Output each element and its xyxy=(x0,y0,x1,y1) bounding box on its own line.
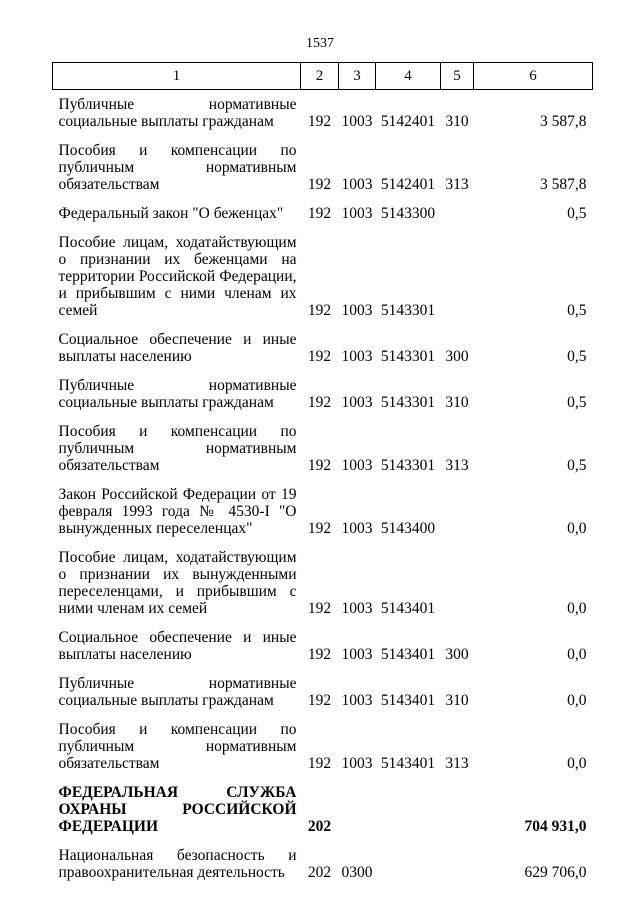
row-code-col4: 5143400 xyxy=(380,520,436,537)
row-code-col4: 5142401 xyxy=(380,176,436,193)
page-number: 1537 xyxy=(306,36,334,51)
row-code-col5: 310 xyxy=(445,692,469,709)
table-row xyxy=(53,417,593,480)
row-code-col2: 192 xyxy=(307,205,332,222)
row-code-col3: 1003 xyxy=(341,176,373,193)
row-name-cell xyxy=(53,417,301,480)
row-code-col4: 5143301 xyxy=(380,348,436,365)
row-code-col2: 192 xyxy=(307,755,332,772)
row-code-col4: 5143300 xyxy=(380,205,436,222)
row-code-col2: 192 xyxy=(307,113,332,130)
row-name-text: Федеральный закон "О беженцах" xyxy=(58,205,284,222)
row-code-col5 xyxy=(441,199,474,228)
row-code-col4: 5143401 xyxy=(380,755,436,772)
row-code-col5 xyxy=(441,841,474,887)
row-amount-cell: 3 587,8 xyxy=(540,176,587,193)
row-code-col2: 192 xyxy=(307,520,332,537)
row-name-text: Пособие лицам, ходатайствующим о признании их беженцами на территории Российской Федерации, и прибывшим с ними членам их семей xyxy=(58,234,297,319)
row-amount-cell: 0,0 xyxy=(567,755,587,772)
row-code-col3: 1003 xyxy=(341,600,373,617)
row-name-cell xyxy=(53,480,301,543)
row-amount-cell: 0,5 xyxy=(567,394,587,411)
row-code-col5: 300 xyxy=(445,646,469,663)
row-code-col3: 1003 xyxy=(341,646,373,663)
row-code-col3: 1003 xyxy=(341,205,373,222)
row-code-col4 xyxy=(376,841,441,887)
row-name-cell xyxy=(53,623,301,669)
table-row xyxy=(53,778,593,841)
row-name-text: Закон Российской Федерации от 19 февраля 1993 года № 4530-I "О вынужденных переселенцах" xyxy=(58,486,297,537)
table-row xyxy=(53,199,593,228)
row-amount-cell: 3 587,8 xyxy=(540,113,587,130)
row-name-text: Публичные нормативные социальные выплаты гражданам xyxy=(58,377,297,411)
row-code-col2: 202 xyxy=(307,818,332,835)
row-name-text: Социальное обеспечение и иные выплаты населению xyxy=(58,331,297,365)
row-name-text: Пособия и компенсации по публичным нормативным обязательствам xyxy=(58,423,297,474)
row-code-col5: 313 xyxy=(445,176,469,193)
table-row xyxy=(53,371,593,417)
row-code-col3: 1003 xyxy=(341,755,373,772)
row-name-text: Публичные нормативные социальные выплаты гражданам xyxy=(58,96,297,130)
table-row xyxy=(53,715,593,778)
row-code-col5 xyxy=(441,778,474,841)
table-row xyxy=(53,136,593,199)
table-row xyxy=(53,325,593,371)
table-row xyxy=(53,480,593,543)
row-code-col4 xyxy=(376,778,441,841)
row-name-text: ФЕДЕРАЛЬНАЯ СЛУЖБА ОХРАНЫ РОССИЙСКОЙ ФЕДЕРАЦИИ xyxy=(58,784,297,835)
row-name-text: Пособия и компенсации по публичным нормативным обязательствам xyxy=(58,142,297,193)
row-code-col5 xyxy=(441,543,474,623)
row-code-col3: 1003 xyxy=(341,457,373,474)
row-amount-cell: 0,5 xyxy=(567,205,587,222)
row-code-col5: 300 xyxy=(445,348,469,365)
row-code-col5 xyxy=(441,228,474,325)
row-name-cell xyxy=(53,90,301,137)
row-name-cell xyxy=(53,228,301,325)
row-code-col5: 310 xyxy=(445,113,469,130)
row-name-text: Пособия и компенсации по публичным нормативным обязательствам xyxy=(58,721,297,772)
table-row xyxy=(53,90,593,137)
row-name-cell xyxy=(53,371,301,417)
row-name-cell xyxy=(53,841,301,887)
row-code-col2: 192 xyxy=(307,348,332,365)
row-code-col2: 192 xyxy=(307,646,332,663)
row-code-col3: 0300 xyxy=(341,864,373,881)
column-header-5: 5 xyxy=(441,63,474,90)
row-code-col2: 192 xyxy=(307,302,332,319)
row-amount-cell: 0,0 xyxy=(567,520,587,537)
table-row xyxy=(53,543,593,623)
row-amount-cell: 0,5 xyxy=(567,348,587,365)
table-row xyxy=(53,623,593,669)
row-code-col4: 5143401 xyxy=(380,646,436,663)
table-body xyxy=(53,90,593,888)
row-code-col5 xyxy=(441,480,474,543)
column-header-3: 3 xyxy=(339,63,376,90)
row-code-col3: 1003 xyxy=(341,692,373,709)
row-code-col4: 5143301 xyxy=(380,394,436,411)
row-code-col4: 5143401 xyxy=(380,692,436,709)
row-code-col2: 192 xyxy=(307,176,332,193)
column-header-1: 1 xyxy=(53,63,301,90)
row-amount-cell: 0,5 xyxy=(567,457,587,474)
row-name-cell xyxy=(53,669,301,715)
row-code-col3: 1003 xyxy=(341,394,373,411)
row-code-col5: 313 xyxy=(445,457,469,474)
row-code-col3 xyxy=(339,778,376,841)
row-name-text: Пособие лицам, ходатайствующим о признании их вынужденными переселенцами, и прибывшим с ними членам их семей xyxy=(58,549,297,617)
budget-table xyxy=(52,62,593,887)
row-amount-cell: 704 931,0 xyxy=(524,818,587,835)
row-amount-cell: 0,5 xyxy=(567,302,587,319)
row-code-col2: 202 xyxy=(307,864,332,881)
row-code-col3: 1003 xyxy=(341,113,373,130)
row-name-cell xyxy=(53,136,301,199)
row-code-col3: 1003 xyxy=(341,302,373,319)
row-code-col5: 310 xyxy=(445,394,469,411)
row-code-col2: 192 xyxy=(307,457,332,474)
row-code-col4: 5143301 xyxy=(380,457,436,474)
row-name-cell xyxy=(53,325,301,371)
row-code-col4: 5143401 xyxy=(380,600,436,617)
column-header-4: 4 xyxy=(376,63,441,90)
header-row xyxy=(53,63,593,90)
row-amount-cell: 0,0 xyxy=(567,600,587,617)
column-header-2: 2 xyxy=(301,63,339,90)
row-code-col5: 313 xyxy=(445,755,469,772)
row-name-text: Национальная безопасность и правоохранительная деятельность xyxy=(58,847,297,881)
row-code-col2: 192 xyxy=(307,600,332,617)
row-code-col4: 5143301 xyxy=(380,302,436,319)
row-amount-cell: 0,0 xyxy=(567,692,587,709)
row-name-text: Социальное обеспечение и иные выплаты населению xyxy=(58,629,297,663)
table-row xyxy=(53,228,593,325)
row-name-cell xyxy=(53,715,301,778)
row-code-col4: 5142401 xyxy=(380,113,436,130)
column-header-6: 6 xyxy=(474,63,593,90)
row-code-col2: 192 xyxy=(307,394,332,411)
row-code-col3: 1003 xyxy=(341,520,373,537)
row-amount-cell: 629 706,0 xyxy=(524,864,587,881)
row-name-text: Публичные нормативные социальные выплаты гражданам xyxy=(58,675,297,709)
row-code-col2: 192 xyxy=(307,692,332,709)
row-name-cell xyxy=(53,543,301,623)
row-name-cell xyxy=(53,778,301,841)
row-name-cell xyxy=(53,199,301,228)
table-row xyxy=(53,841,593,887)
row-amount-cell: 0,0 xyxy=(567,646,587,663)
row-code-col3: 1003 xyxy=(341,348,373,365)
table-row xyxy=(53,669,593,715)
